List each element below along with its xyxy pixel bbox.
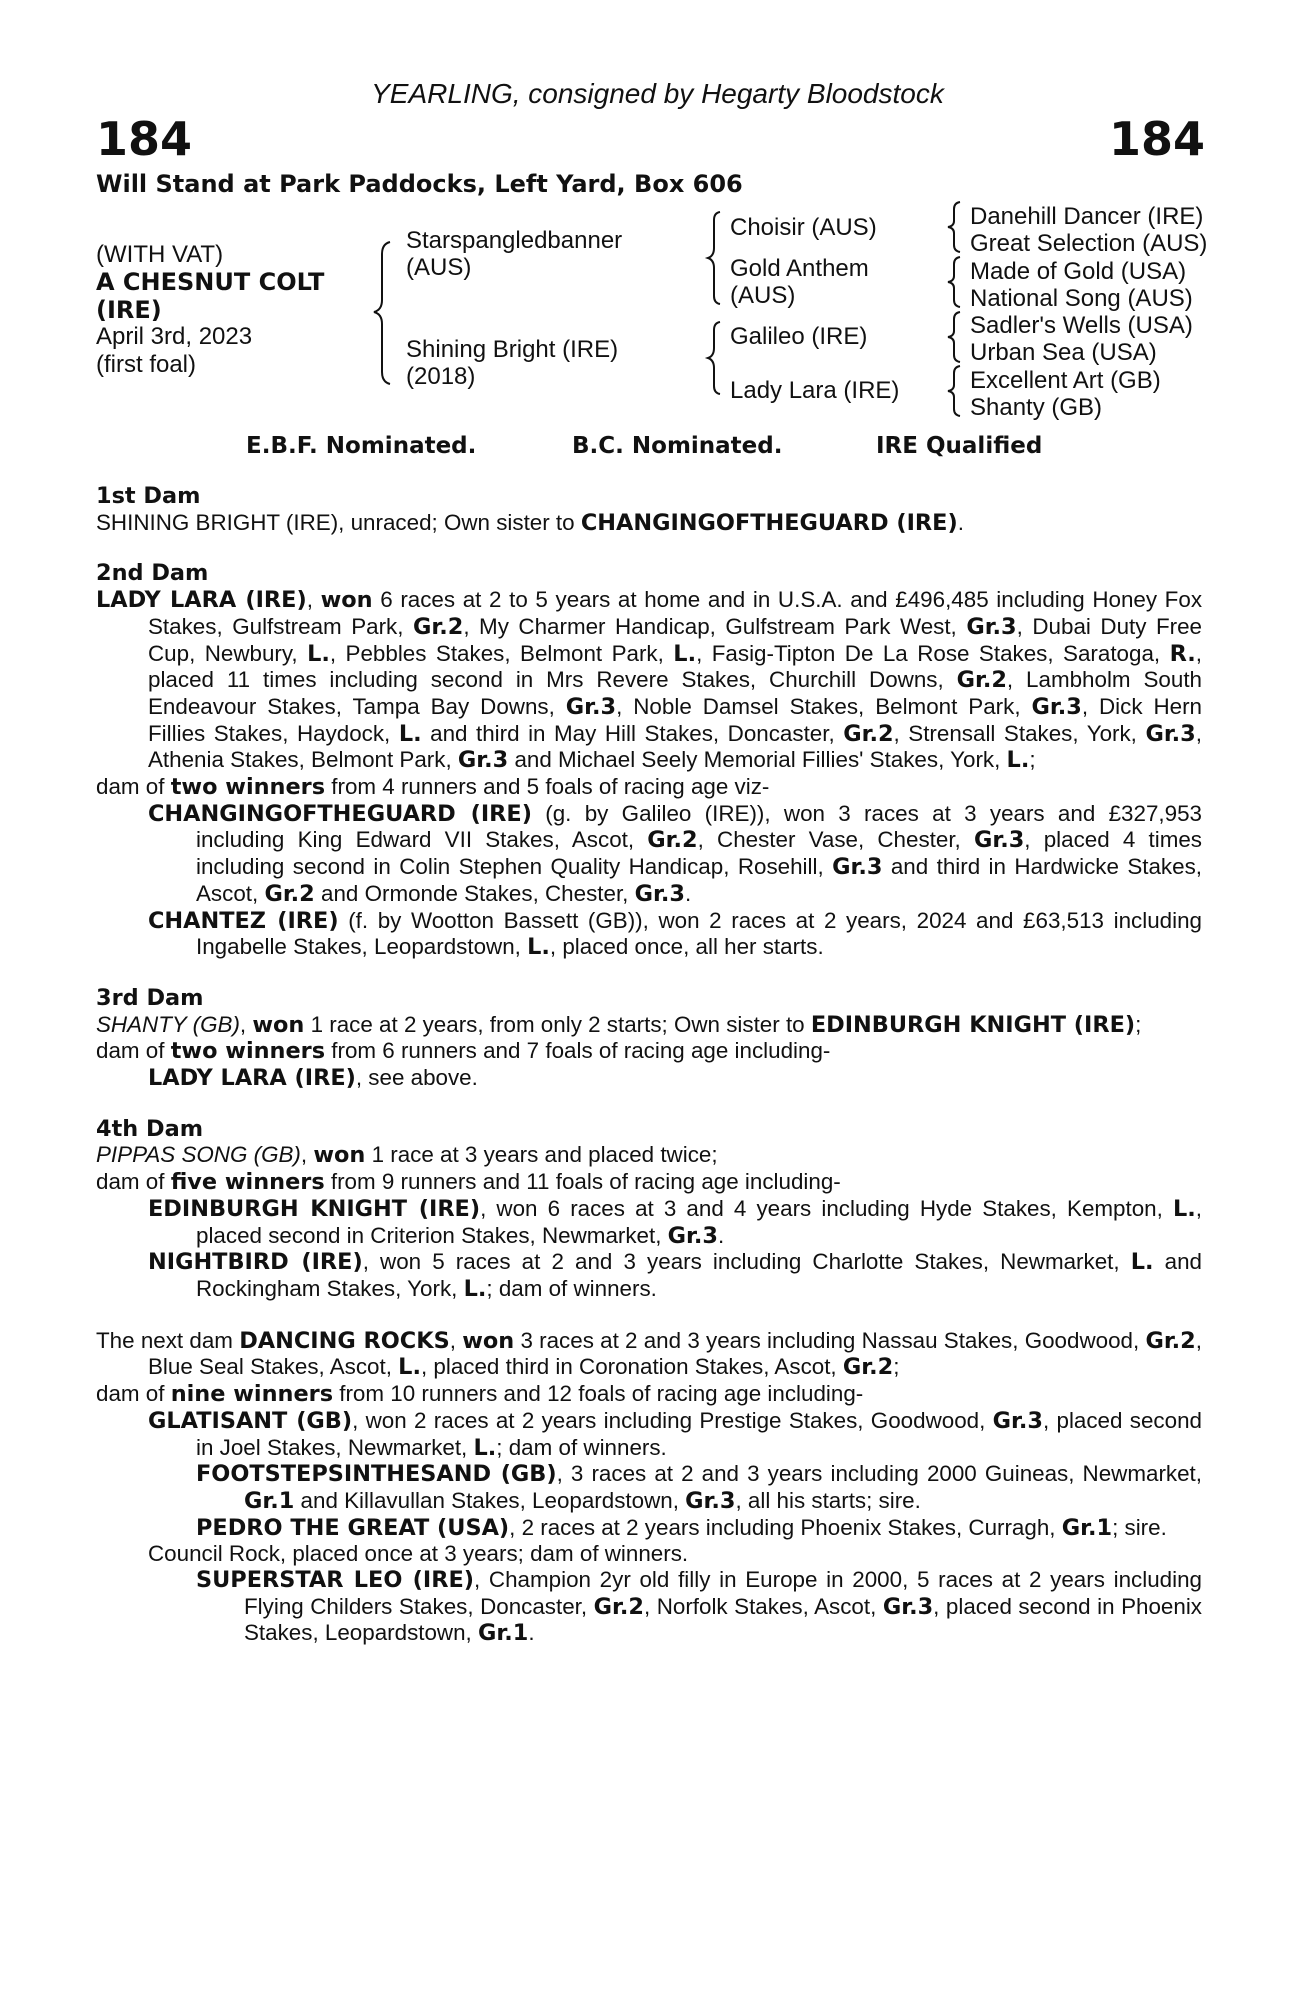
ancestor-4: National Song (AUS) [970,285,1193,312]
pedigree-brace-sire [704,208,724,308]
lot-number-right: 184 [1108,112,1205,166]
third-dam-produce-summary: dam of two winners from 6 runners and 7 foals of racing age including- [96,1038,831,1065]
foal-note: (first foal) [96,351,197,378]
produce-council-rock: Council Rock, placed once at 3 years; dam of winners. [148,1541,689,1567]
fourth-dam-produce-summary: dam of five winners from 9 runners and 11 foals of racing age including- [96,1169,841,1196]
foaling-date: April 3rd, 2023 [96,323,253,350]
pedigree-brace-main [368,238,398,388]
second-dam-heading: 2nd Dam [96,560,209,587]
second-dam-entry: LADY LARA (IRE), won 6 races at 2 to 5 years at home and in U.S.A. and £496,485 including Honey Fox Stakes, Gulfstream Park, Gr.2, My Charmer Handicap, Gulfstream Park West, Gr.3, Dubai Duty Free Cup, Newbury, L., Pebbles Stakes, Belmont Park, L., Fasig-Tipton De La Rose Stakes, Saratoga, R., placed 11 times including second in Mrs Revere Stakes, Churchill Downs, Gr.2, Lambholm South Endeavour Stakes, Tampa Bay Downs, Gr.3, Noble Damsel Stakes, Belmont Park, Gr.3, Dick Hern Fillies Stakes, Haydock, L. and third in May Hill Stakes, Doncaster, Gr.2, Strensall Stakes, York, Gr.3, Athenia Stakes, Belmont Park, Gr.3 and Michael Seely Memorial Fillies' Stakes, York, L.; [96,587,1203,774]
produce-nightbird: NIGHTBIRD (IRE), won 5 races at 2 and 3 years including Charlotte Stakes, Newmarket, L. and Rockingham Stakes, York, L.; dam of winners. [148,1249,1202,1302]
ire-qualified: IRE Qualified [876,433,1043,459]
ancestor-7: Excellent Art (GB) [970,367,1161,394]
produce-pedro-the-great: PEDRO THE GREAT (USA), 2 races at 2 years including Phoenix Stakes, Curragh, Gr.1; sire. [196,1514,1167,1541]
horse-name-suffix: (IRE) [96,296,162,324]
fourth-dam-entry: PIPPAS SONG (GB), won 1 race at 3 years and placed twice; [96,1142,718,1169]
sire-name: Starspangledbanner [406,227,623,254]
sire-sire: Choisir (AUS) [730,214,877,241]
stable-location: Will Stand at Park Paddocks, Left Yard, Box 606 [96,170,743,198]
ancestor-5: Sadler's Wells (USA) [970,312,1193,339]
ancestor-6: Urban Sea (USA) [970,339,1157,366]
produce-lady-lara: LADY LARA (IRE), see above. [148,1065,478,1092]
third-dam-entry: SHANTY (GB), won 1 race at 2 years, from only 2 starts; Own sister to EDINBURGH KNIGHT (IRE); [96,1011,1142,1038]
dam-dam: Lady Lara (IRE) [730,377,900,404]
next-dam-entry: The next dam DANCING ROCKS, won 3 races at 2 and 3 years including Nassau Stakes, Goodwood, Gr.2, Blue Seal Stakes, Ascot, L., placed third in Coronation Stakes, Ascot, Gr.2; [96,1327,1202,1381]
produce-record [96,484,1202,1647]
dam-year: (2018) [406,363,476,390]
pedigree-brace-g4 [944,363,964,419]
first-dam-entry: SHINING BRIGHT (IRE), unraced; Own sister to CHANGINGOFTHEGUARD (IRE). [96,509,964,536]
produce-superstar-leo: SUPERSTAR LEO (IRE), Champion 2yr old filly in Europe in 2000, 5 races at 2 years including Flying Childers Stakes, Doncaster, Gr.2, Norfolk Stakes, Ascot, Gr.3, placed second in Phoenix Stakes, Leopardstown, Gr.1. [196,1567,1202,1647]
ancestor-3: Made of Gold (USA) [970,258,1187,285]
horse-name: A CHESNUT COLT [96,268,325,296]
sire-dam-country: (AUS) [730,282,796,309]
sire-country: (AUS) [406,254,472,281]
ancestor-8: Shanty (GB) [970,394,1103,421]
consignment-subtitle: YEARLING, consigned by Hegarty Bloodstock [371,78,944,109]
sire-dam: Gold Anthem [730,255,869,282]
dam-name: Shining Bright (IRE) [406,336,619,363]
first-dam-heading: 1st Dam [96,483,201,509]
produce-edinburgh-knight: EDINBURGH KNIGHT (IRE), won 6 races at 3 and 4 years including Hyde Stakes, Kempton, L., placed second in Criterion Stakes, Newmarket, Gr.3. [148,1195,1202,1249]
ancestor-2: Great Selection (AUS) [970,230,1208,257]
lot-number-left: 184 [96,112,193,166]
produce-footstepsinthesand: FOOTSTEPSINTHESAND (GB), 3 races at 2 and 3 years including 2000 Guineas, Newmarket, Gr.1 and Killavullan Stakes, Leopardstown, Gr.3, all his starts; sire. [196,1461,1203,1514]
produce-changingoftheguard: CHANGINGOFTHEGUARD (IRE) (g. by Galileo (IRE)), won 3 races at 3 years and £327,953 including King Edward VII Stakes, Ascot, Gr.2, Chester Vase, Chester, Gr.3, placed 4 times including second in Colin Stephen Quality Handicap, Rosehill, Gr.3 and third in Hardwicke Stakes, Ascot, Gr.2 and Ormonde Stakes, Chester, Gr.3. [148,800,1202,907]
second-dam-produce-summary: dam of two winners from 4 runners and 5 foals of racing age viz- [96,774,770,801]
third-dam-heading: 3rd Dam [96,984,204,1011]
pedigree-brace-g2 [944,254,964,310]
ebf-nomination: E.B.F. Nominated. [246,433,477,459]
ancestor-1: Danehill Dancer (IRE) [970,203,1204,230]
pedigree-brace-g1 [944,199,964,255]
fourth-dam-heading: 4th Dam [96,1115,204,1142]
produce-chantez: CHANTEZ (IRE) (f. by Wootton Bassett (GB)), won 2 races at 2 years, 2024 and £63,513 including Ingabelle Stakes, Leopardstown, L., placed once, all her starts. [148,907,1202,961]
vat-note: (WITH VAT) [96,241,224,268]
produce-glatisant: GLATISANT (GB), won 2 races at 2 years including Prestige Stakes, Goodwood, Gr.3, placed second in Joel Stakes, Newmarket, L.; dam of winners. [148,1407,1202,1461]
pedigree-brace-g3 [944,309,964,365]
next-dam-produce-summary: dam of nine winners from 10 runners and 12 foals of racing age including- [96,1381,864,1408]
pedigree-brace-dam [704,318,724,398]
dam-sire: Galileo (IRE) [730,323,868,350]
bc-nomination: B.C. Nominated. [572,433,783,459]
